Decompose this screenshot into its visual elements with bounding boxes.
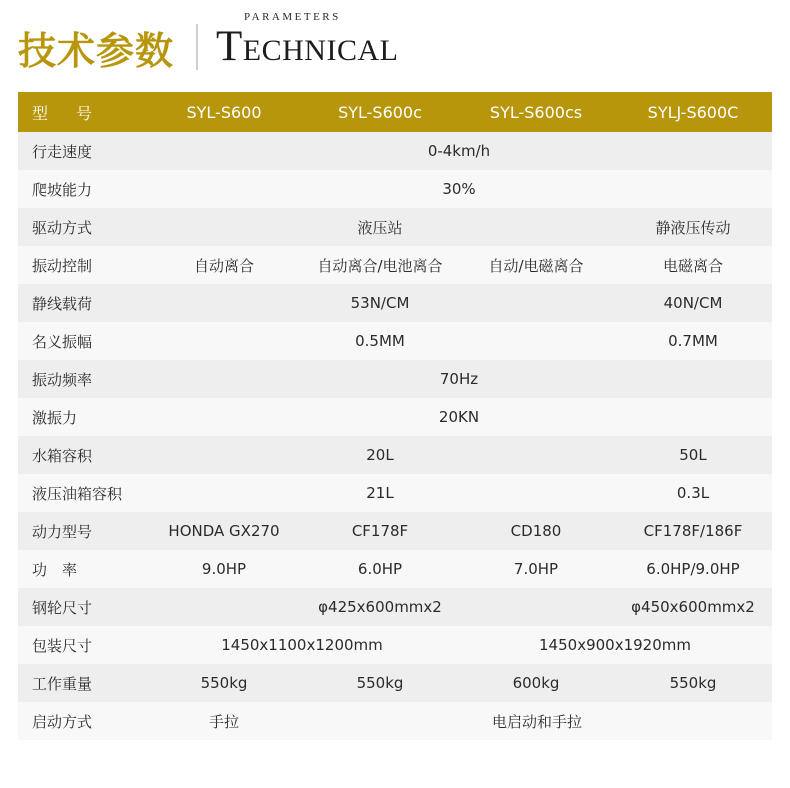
- table-cell: CD180: [458, 512, 614, 550]
- table-row-label: 工作重量: [18, 664, 146, 702]
- table-cell: 40N/CM: [614, 284, 772, 322]
- table-row: [18, 322, 772, 360]
- table-header-model-4: SYLJ-S600C: [614, 92, 772, 132]
- table-row-label: 液压油箱容积: [18, 474, 146, 512]
- table-row-label: 动力型号: [18, 512, 146, 550]
- table-cell: 53N/CM: [146, 284, 614, 322]
- table-cell: 0.7MM: [614, 322, 772, 360]
- table-cell: 0.5MM: [146, 322, 614, 360]
- table-row: [18, 626, 772, 664]
- page-title-en-main: [216, 25, 398, 68]
- table-row: [18, 436, 772, 474]
- table-row-label: 静线载荷: [18, 284, 146, 322]
- table-row-label: 振动控制: [18, 246, 146, 284]
- table-header-row: [18, 92, 772, 132]
- table-row: [18, 550, 772, 588]
- table-row: [18, 284, 772, 322]
- table-cell: 自动/电磁离合: [458, 246, 614, 284]
- table-header-model-3: SYL-S600cs: [458, 92, 614, 132]
- table-row: [18, 132, 772, 170]
- table-cell: 0-4km/h: [146, 132, 772, 170]
- page-subtitle-en: PARAMETERS: [244, 11, 341, 23]
- table-row-label: 振动频率: [18, 360, 146, 398]
- table-row: [18, 588, 772, 626]
- table-cell: 550kg: [614, 664, 772, 702]
- spec-table: [18, 92, 772, 740]
- table-header-model-2: SYL-S600c: [302, 92, 458, 132]
- table-row: [18, 246, 772, 284]
- table-row-label: 启动方式: [18, 702, 146, 740]
- page-header: [0, 0, 790, 73]
- table-header-model-1: SYL-S600: [146, 92, 302, 132]
- table-cell: 自动离合/电池离合: [302, 246, 458, 284]
- table-cell: 手拉: [146, 702, 302, 740]
- table-cell: 20KN: [146, 398, 772, 436]
- header-divider: [196, 24, 198, 70]
- table-cell: 70Hz: [146, 360, 772, 398]
- table-cell: 600kg: [458, 664, 614, 702]
- table-row-label: 行走速度: [18, 132, 146, 170]
- table-row-label: 名义振幅: [18, 322, 146, 360]
- table-cell: 550kg: [302, 664, 458, 702]
- table-row: [18, 170, 772, 208]
- table-cell: 50L: [614, 436, 772, 474]
- table-row-label: 驱动方式: [18, 208, 146, 246]
- table-cell: 21L: [146, 474, 614, 512]
- table-row-label: 功 率: [18, 550, 146, 588]
- table-row: [18, 360, 772, 398]
- table-row: [18, 208, 772, 246]
- table-row: [18, 474, 772, 512]
- page-title-en-cap: T: [216, 23, 243, 70]
- table-cell: 9.0HP: [146, 550, 302, 588]
- table-cell: HONDA GX270: [146, 512, 302, 550]
- page-title-en-rest: ECHNICAL: [242, 34, 399, 67]
- table-cell: CF178F/186F: [614, 512, 772, 550]
- table-cell: 6.0HP/9.0HP: [614, 550, 772, 588]
- table-cell: 电磁离合: [614, 246, 772, 284]
- table-cell: φ450x600mmx2: [614, 588, 772, 626]
- table-cell: 30%: [146, 170, 772, 208]
- table-cell: 自动离合: [146, 246, 302, 284]
- table-cell: 550kg: [146, 664, 302, 702]
- table-row: [18, 702, 772, 740]
- table-cell: 1450x1100x1200mm: [146, 626, 458, 664]
- spec-table-wrap: [0, 92, 790, 740]
- table-row-label: 包装尺寸: [18, 626, 146, 664]
- table-header-label: 型 号: [18, 92, 146, 132]
- table-row-label: 钢轮尺寸: [18, 588, 146, 626]
- page-title-cn: 技术参数: [18, 29, 175, 73]
- table-cell: 20L: [146, 436, 614, 474]
- table-cell: 7.0HP: [458, 550, 614, 588]
- table-cell: 0.3L: [614, 474, 772, 512]
- table-cell: CF178F: [302, 512, 458, 550]
- table-cell: 电启动和手拉: [302, 702, 772, 740]
- table-cell: 1450x900x1920mm: [458, 626, 772, 664]
- table-row: [18, 512, 772, 550]
- table-row: [18, 664, 772, 702]
- table-cell: 6.0HP: [302, 550, 458, 588]
- table-cell: 静液压传动: [614, 208, 772, 246]
- table-row-label: 爬坡能力: [18, 170, 146, 208]
- table-cell: 液压站: [146, 208, 614, 246]
- table-row: [18, 398, 772, 436]
- table-row-label: 水箱容积: [18, 436, 146, 474]
- table-cell: φ425x600mmx2: [146, 588, 614, 626]
- page-title-en: [216, 12, 398, 70]
- table-row-label: 激振力: [18, 398, 146, 436]
